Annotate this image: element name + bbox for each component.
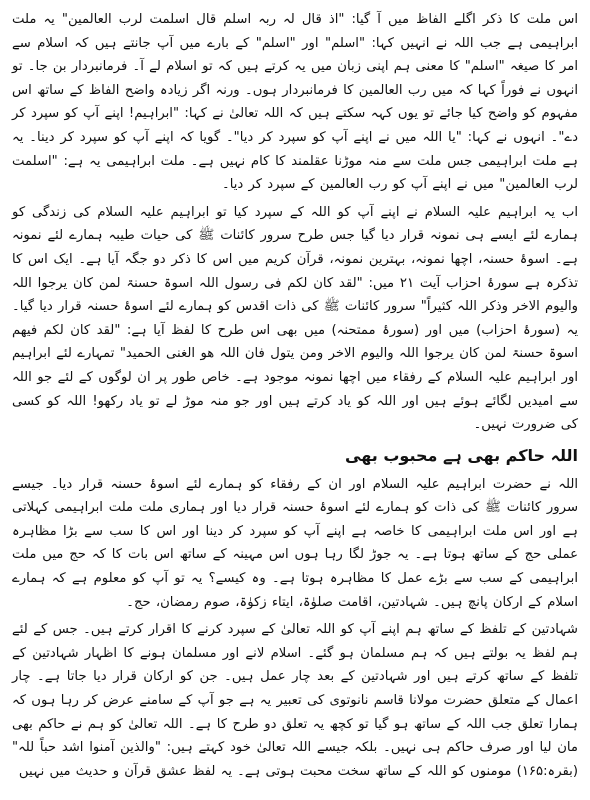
section-heading: اللہ حاکم بھی ہے محبوب بھی — [345, 445, 578, 465]
paragraph-3: اللہ نے حضرت ابراہیم علیہ السلام اور ان کے رفقاء کو ہمارے لئے اسوۂ حسنہ قرار دیا۔ جیسے سرور کائنات ﷺ کی ذات کو ہمارے لئے اسوۂ حسنہ قرار دیا اور ہماری ملت ملت ابراہیمی کہلاتی ہے اور اس ملت ابراہیمی کا خاصہ ہے اپنے آپ کو سپرد کر دینا اور اس کا سب سے بڑا مظاہرہ عملی حج کے ساتھ ہوتا ہے۔ یہ جوڑ لگا رہا ہوں اس مہینہ کے ساتھ اس بات کا کہ حج میں ملت ابراہیمی کے سب سے بڑے عمل کا مظاہرہ ہوتا ہے۔ وہ کیسے؟ یہ تو آپ کو معلوم ہے کہ ہمارے اسلام کے ارکان پانچ ہیں۔ شہادتین، اقامت صلوٰۃ، ایتاء زکوٰۃ، صوم رمضان، حج۔ — [12, 476, 578, 610]
paragraph-1: اس ملت کا ذکر اگلے الفاظ میں آ گیا: "اذ قال لہ ربہ اسلم قال اسلمت لرب العالمین" یہ ملت ابراہیمی ہے جب اللہ نے انہیں کہا: "اسلم" اور "اسلم" کے بارے میں آپ جانتے ہیں کہ اسلام سے امر کا صیغہ "اسلم" کا معنی ہم اپنی زبان میں یہ کرتے ہیں کہ تو اسلام لے آ۔ فرمانبردار بن جا۔ تو انہوں نے فوراً کہا کہ میں رب العالمین کا فرمانبردار ہوں۔ ورنہ اگر زیادہ واضح الفاظ کے ساتھ اس مفہوم کو واضح کیا جائے تو یوں کہہ سکتے ہیں کہ اللہ تعالیٰ نے کہا: "ابراہیم! اپنے آپ کو سپرد کر دے"۔ انہوں نے کہا: "یا اللہ میں نے اپنے آپ کو سپرد کر دیا"۔ گویا کہ اپنے آپ کو سپرد کر دینا۔ یہ ہے ملت ابراہیمی جس ملت سے منہ موڑنا عقلمند کا کام نہیں ہے۔ ملت ابراہیمی یہ ہے: "اسلمت لرب العالمین" میں نے اپنے آپ کو رب العالمین کے سپرد کر دیا۔ — [12, 12, 578, 193]
paragraph-2: اب یہ ابراہیم علیہ السلام نے اپنے آپ کو اللہ کے سپرد کیا تو ابراہیم علیہ السلام کی زندگی کو ہمارے لئے ایسے ہی نمونہ قرار دیا گیا جس طرح سرور کائنات ﷺ کی حیات طیبہ ہمارے لئے نمونہ ہے۔ اسوۂ حسنہ، اچھا نمونہ، بہترین نمونہ، قرآن کریم میں اس کا ذکر دو جگہ آیا ہے۔ ایک اس کا تذکرہ ہے سورۂ احزاب آیت ۲۱ میں: "لقد کان لکم فی رسول اللہ اسوۃ حسنۃ لمن کان یرجوا اللہ والیوم الاخر وذکر اللہ کثیراً" سرور کائنات ﷺ کی ذات اقدس کو ہمارے لئے اسوۂ حسنہ قرار دیا گیا۔ یہ (سورۂ احزاب) میں اور (سورۂ ممتحنہ) میں بھی اس طرح کا لفظ آیا ہے: "لقد کان لکم فیھم اسوۃ حسنۃ لمن کان یرجوا اللہ والیوم الاخر ومن یتول فان اللہ ھو الغنی الحمید" تمہارے لئے ابراہیم اور ابراہیم علیہ السلام کے رفقاء میں اچھا نمونہ موجود ہے۔ خاص طور پر ان لوگوں کے لئے جو اللہ سے امیدیں لگائے ہوئے ہیں اور اللہ کو یاد کرتے ہیں اور جو منہ موڑ لے تو یاد رکھو! اللہ کو کسی کی ضرورت نہیں۔ — [12, 204, 578, 433]
paragraph-4: شہادتین کے تلفظ کے ساتھ ہم اپنے آپ کو اللہ تعالیٰ کے سپرد کرنے کا اقرار کرتے ہیں۔ جس کے لئے ہم لفظ یہ بولتے ہیں کہ ہم مسلمان ہو گئے۔ اسلام لانے اور مسلمان ہونے کا اظہار شہادتین کے تلفظ کے ساتھ کرتے ہیں اور شہادتین کے بعد چار عمل ہیں۔ جن کو ارکان قرار دیا جاتا ہے۔ چار اعمال کے متعلق حضرت مولانا قاسم نانوتوی کی تعبیر یہ ہے جو آپ کے سامنے عرض کر رہا ہوں کہ ہمارا تعلق جب اللہ کے ساتھ ہو گیا تو کچھ یہ تعلق دو طرح کا ہے۔ اللہ تعالیٰ کو ہم نے حاکم بھی مان لیا اور صرف حاکم ہی نہیں۔ بلکہ جیسے اللہ تعالیٰ خود کہتے ہیں: "والذین آمنوا اشد حباً للہ" (بقرہ:۱۶۵) مومنوں کو اللہ کے ساتھ سخت محبت ہوتی ہے۔ یہ لفظ عشق قرآن و حدیث میں نہیں — [12, 622, 578, 779]
